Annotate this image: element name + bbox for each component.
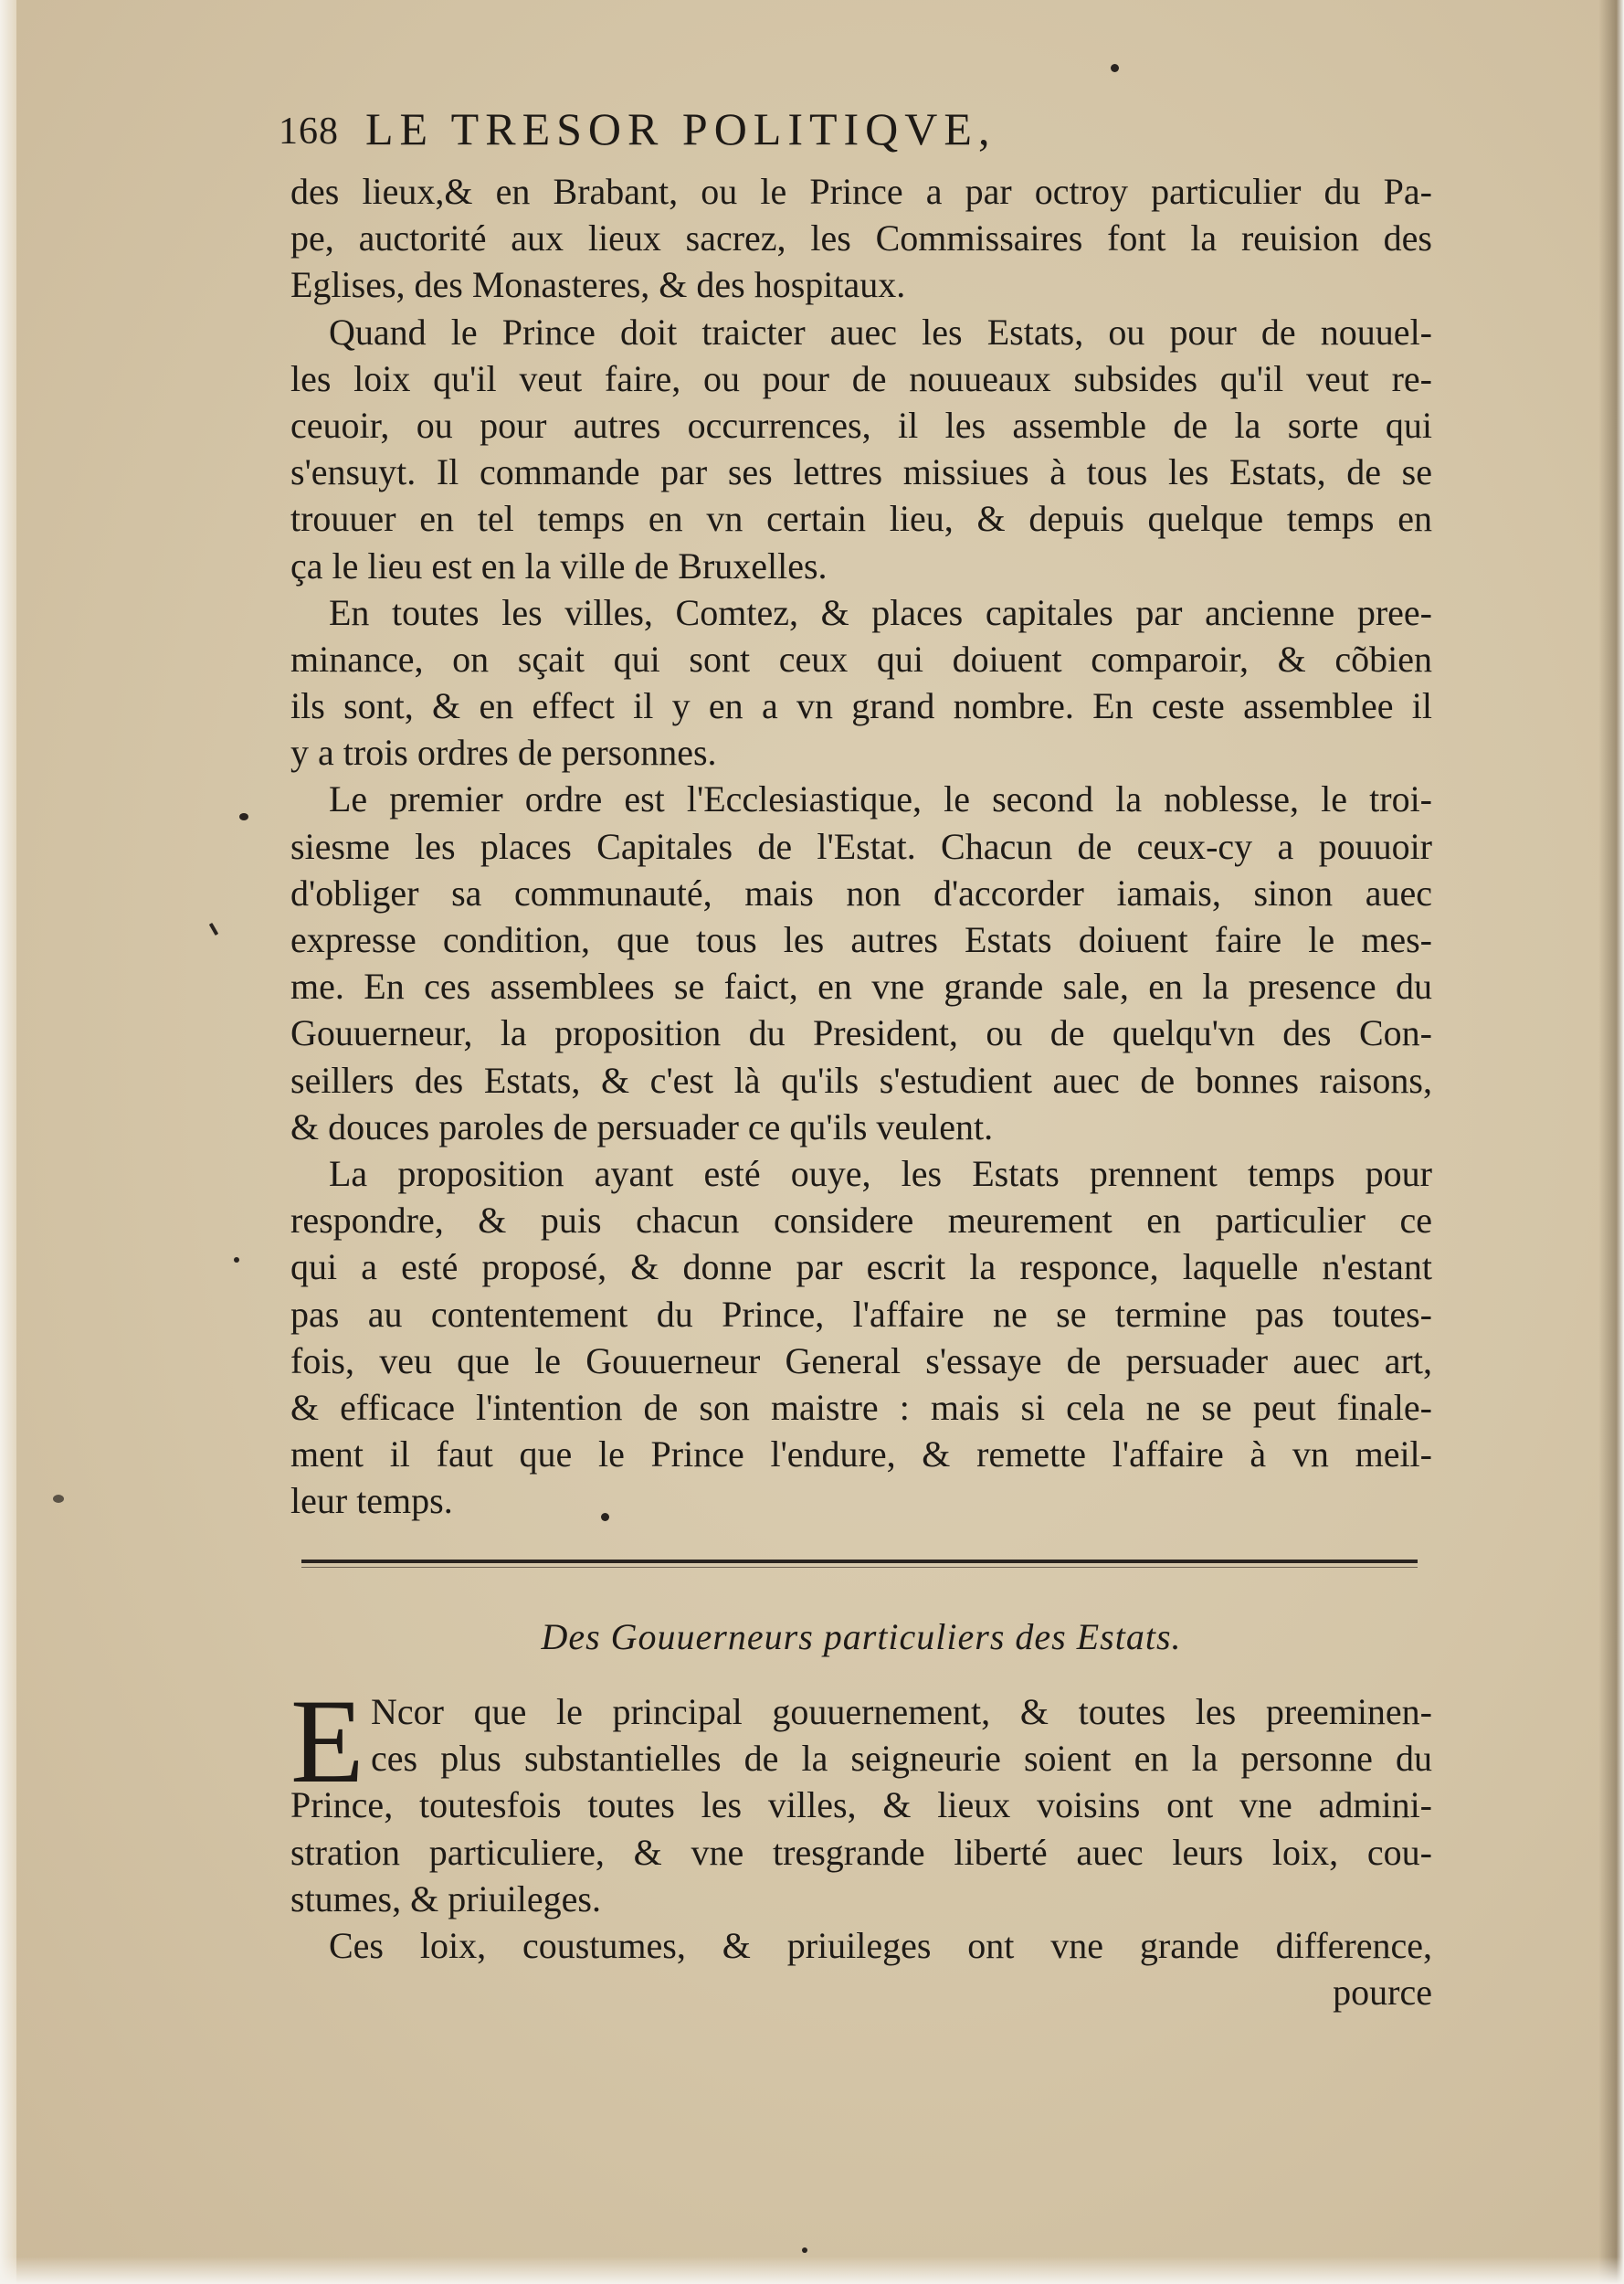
text-line: trouuer en tel temps en vn certain lieu, & depuis quelque temps en <box>290 498 1432 540</box>
text-line: leur temps. <box>290 1480 453 1522</box>
text-line: Prince, toutesfois toutes les villes, & lieux voisins ont vne admini- <box>290 1784 1432 1826</box>
text-line: Eglises, des Monasteres, & des hospitaux. <box>290 264 906 306</box>
text-line: les loix qu'il veut faire, ou pour de nouueaux subsides qu'il veut re- <box>290 357 1432 399</box>
text-line: siesme les places Capitales de l'Estat. Chacun de ceux-cy a pouuoir <box>290 825 1432 867</box>
text-line: des lieux,& en Brabant, ou le Prince a par octroy particulier du Pa- <box>290 171 1432 212</box>
ink-speck <box>209 923 218 936</box>
page-number: 168 <box>279 111 339 153</box>
text-line: minance, on sçait qui sont ceux qui doiuent comparoir, & cõbien <box>290 638 1432 680</box>
text-line: ça le lieu est en la ville de Bruxelles. <box>290 545 828 587</box>
text-line: me. En ces assemblees se faict, en vne grande sale, en la presence du <box>290 966 1432 1008</box>
text-line: stration particuliere, & vne tresgrande liberté auec leurs loix, cou- <box>290 1831 1432 1873</box>
paragraph-start: En toutes les villes, Comtez, & places capitales par ancienne pree- <box>329 591 1432 633</box>
text-line: ils sont, & en effect il y en a vn grand nombre. En ceste assemblee il <box>290 685 1432 727</box>
paragraph-start: Ces loix, coustumes, & priuileges ont vne grande difference, <box>329 1924 1432 1966</box>
text-line: pe, auctorité aux lieux sacrez, les Commissaires font la reuision des <box>290 217 1432 259</box>
text-line: & efficace l'intention de son maistre : mais si cela ne se peut finale- <box>290 1386 1432 1428</box>
text-line: s'ensuyt. Il commande par ses lettres missiues à tous les Estats, de se <box>290 451 1432 493</box>
text-line: stumes, & priuileges. <box>290 1877 601 1919</box>
ink-speck <box>802 2247 807 2253</box>
page-left-edge <box>0 0 16 2284</box>
text-line: d'obliger sa communauté, mais non d'accorder iamais, sinon auec <box>290 872 1432 914</box>
page-bottom-edge <box>0 2257 1624 2284</box>
text-line: expresse condition, que tous les autres Estats doiuent faire le mes- <box>290 919 1432 960</box>
running-title: LE TRESOR POLITIQVE, <box>365 103 997 154</box>
text-line: respondre, & puis chacun considere meurement en particulier ce <box>290 1200 1432 1242</box>
text-line: Gouuerneur, la proposition du President, ou de quelqu'vn des Con- <box>290 1012 1432 1054</box>
text-line: Ncor que le principal gouuernement, & toutes les preeminen- <box>371 1691 1432 1732</box>
main-text <box>290 168 1432 1524</box>
page-gutter-shadow <box>1598 0 1624 2284</box>
paragraph-start: Le premier ordre est l'Ecclesiastique, le second la noblesse, le troi- <box>329 778 1432 820</box>
ink-speck <box>601 1513 609 1521</box>
text-line: qui a esté proposé, & donne par escrit la responce, laquelle n'estant <box>290 1246 1432 1288</box>
ink-speck <box>53 1495 64 1503</box>
section-divider-rule <box>301 1560 1418 1563</box>
paragraph-start: La proposition ayant esté ouye, les Estats prennent temps pour <box>329 1152 1432 1194</box>
paragraph-start: Quand le Prince doit traicter auec les Estats, ou pour de nouuel- <box>329 311 1432 353</box>
text-line: fois, veu que le Gouuerneur General s'essaye de persuader auec art, <box>290 1339 1432 1381</box>
text-line: pas au contentement du Prince, l'affaire ne se termine pas toutes- <box>290 1293 1432 1335</box>
section-heading: Des Gouuerneurs particuliers des Estats. <box>541 1616 1182 1657</box>
text-line: & douces paroles de persuader ce qu'ils veulent. <box>290 1105 994 1147</box>
ink-speck <box>239 813 248 820</box>
text-line: ceuoir, ou pour autres occurrences, il les assemble de la sorte qui <box>290 404 1432 446</box>
drop-cap-initial: E <box>290 1674 364 1808</box>
text-line: ces plus substantielles de la seigneurie soient en la personne du <box>371 1738 1432 1780</box>
text-line: ment il faut que le Prince l'endure, & remette l'affaire à vn meil- <box>290 1433 1432 1475</box>
ink-speck <box>234 1257 239 1263</box>
section-text <box>290 1674 1432 2015</box>
text-line: seillers des Estats, & c'est là qu'ils s'estudient auec de bonnes raisons, <box>290 1059 1432 1101</box>
ink-speck <box>1111 64 1119 72</box>
catchword: pource <box>1333 1972 1432 2014</box>
running-head <box>279 102 1457 166</box>
text-line: y a trois ordres de personnes. <box>290 732 717 774</box>
